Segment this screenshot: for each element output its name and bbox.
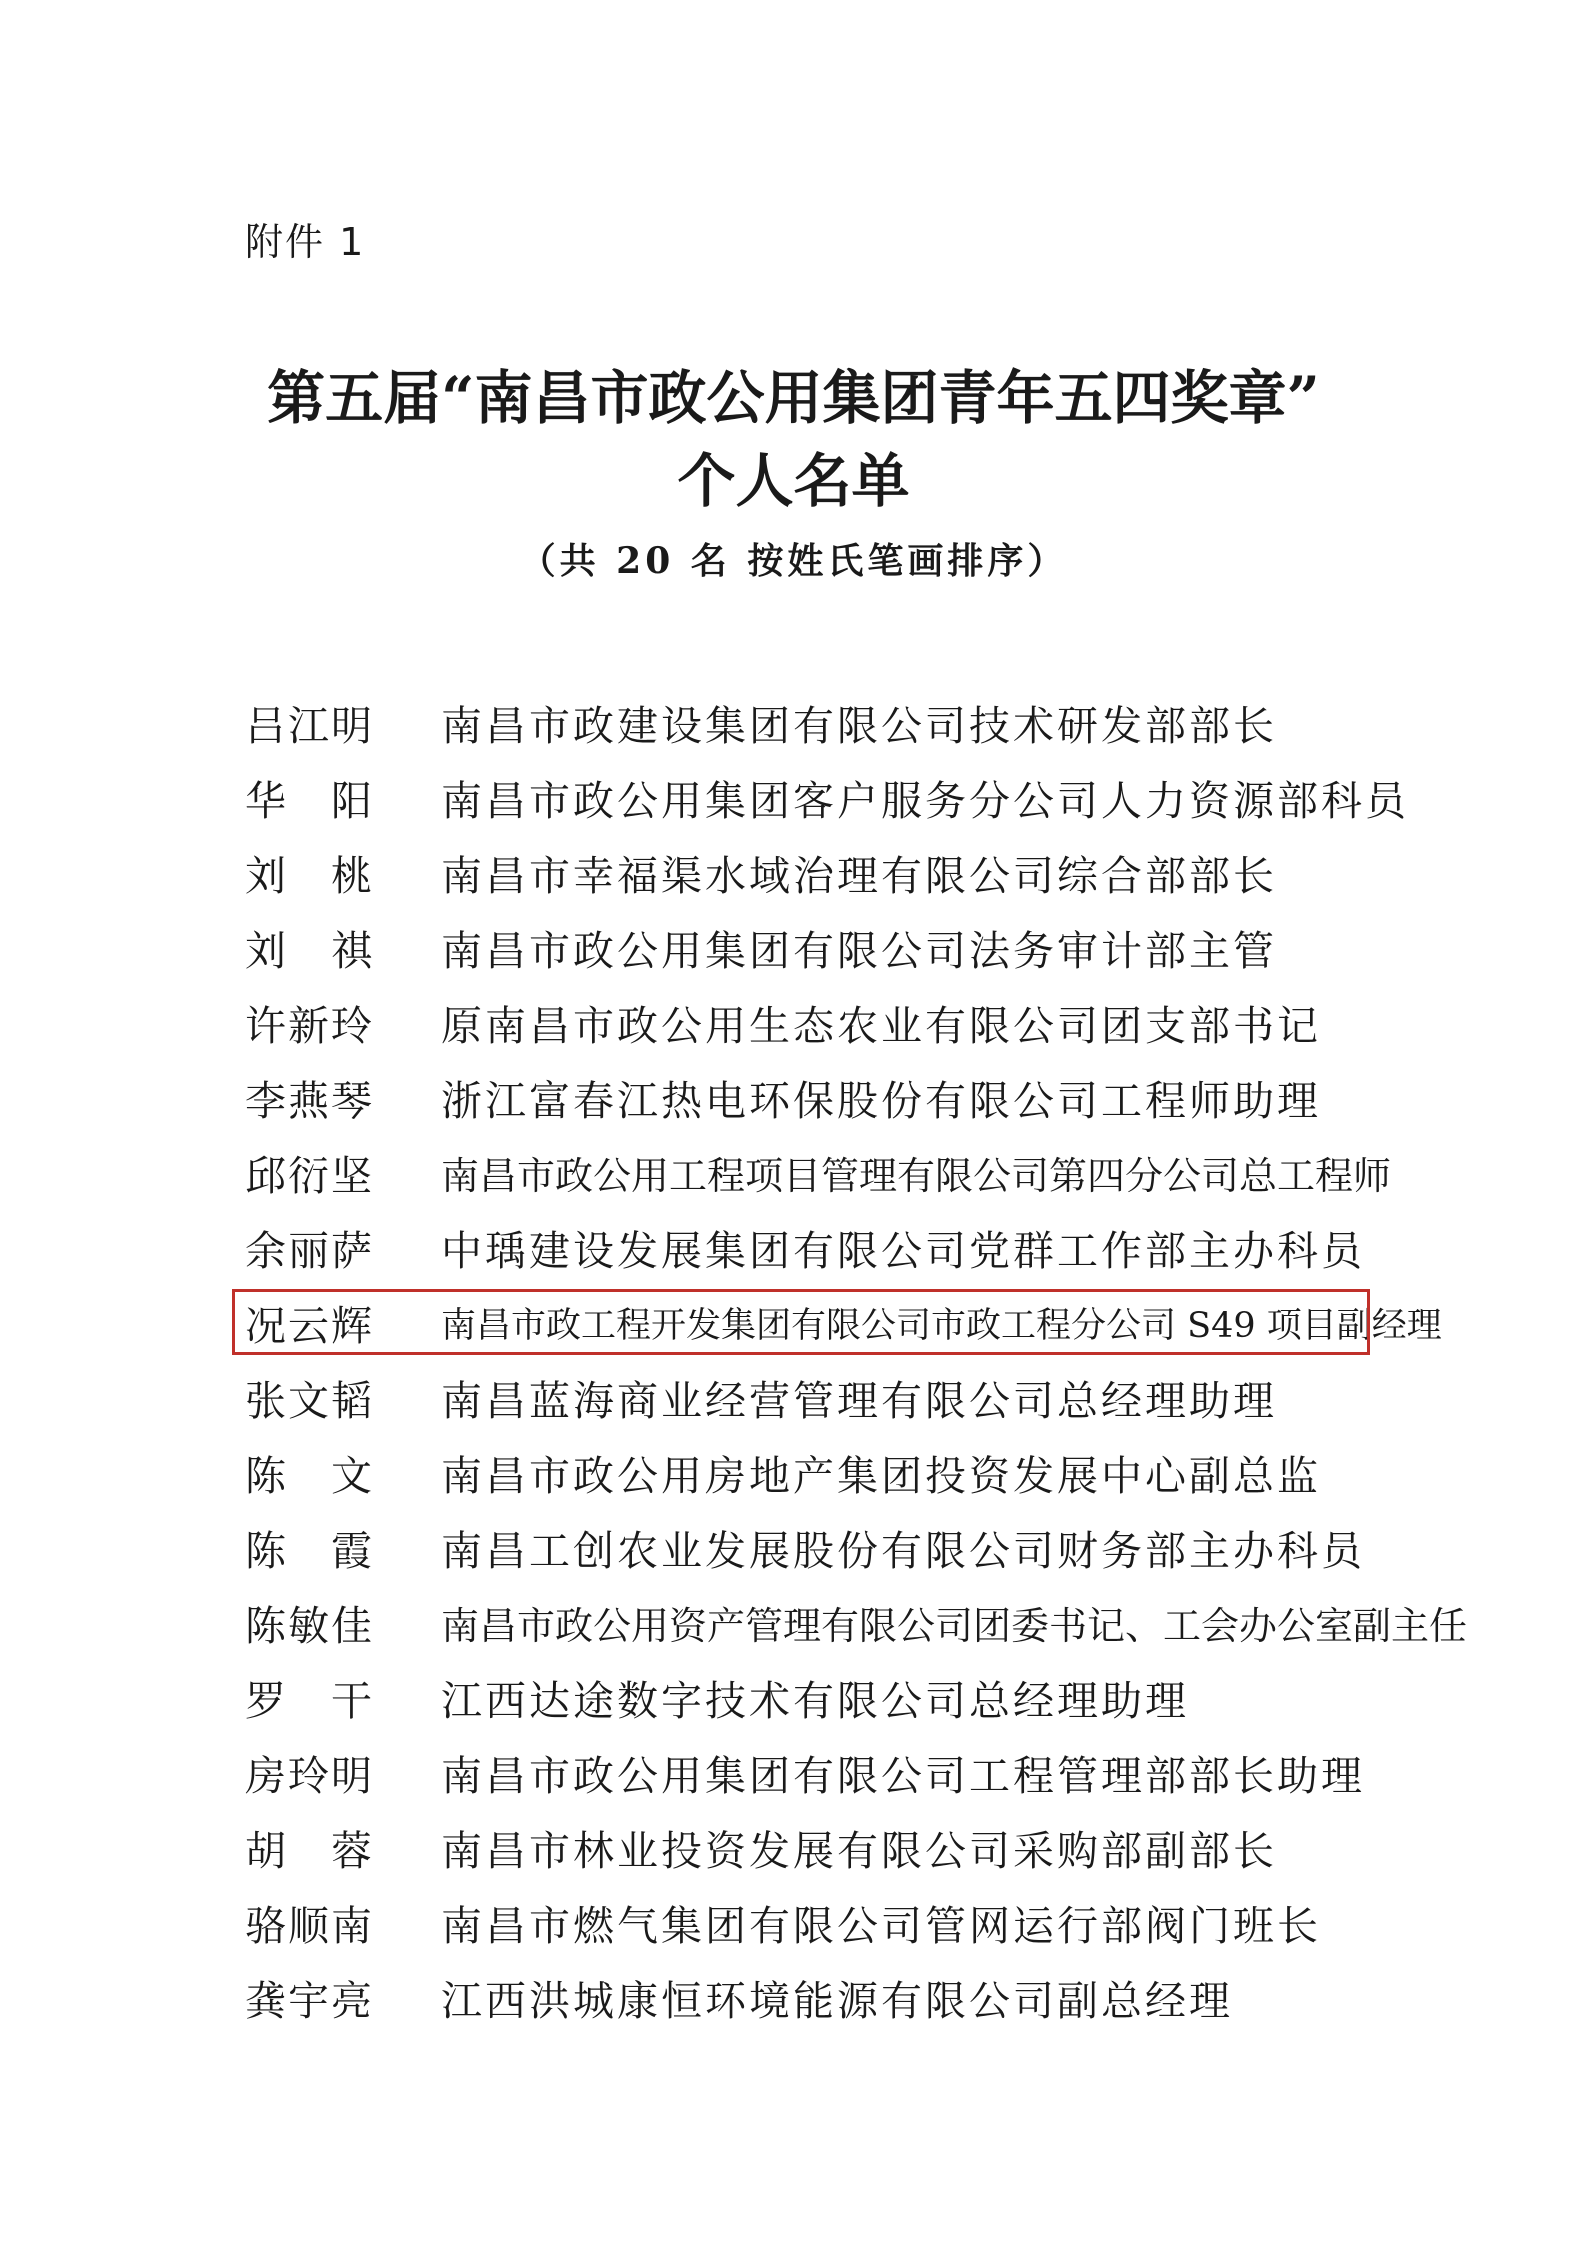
honoree-position: 南昌市政建设集团有限公司技术研发部部长 <box>441 702 1277 750</box>
honoree-position: 南昌市政公用集团客户服务分公司人力资源部科员 <box>441 777 1409 825</box>
honoree-list <box>245 685 1467 2035</box>
honoree-row <box>245 1510 1467 1585</box>
honoree-position: 南昌市政公用集团有限公司法务审计部主管 <box>441 927 1277 975</box>
honoree-position: 浙江富春江热电环保股份有限公司工程师助理 <box>441 1077 1321 1125</box>
honoree-name: 陈敏佳 <box>245 1602 374 1650</box>
honoree-name: 况云辉 <box>245 1302 374 1350</box>
honoree-row <box>245 1585 1467 1660</box>
honoree-position: 南昌市政公用工程项目管理有限公司第四分公司总工程师 <box>441 1154 1392 1198</box>
honoree-position: 江西达途数字技术有限公司总经理助理 <box>441 1677 1189 1725</box>
honoree-name: 龚宇亮 <box>245 1977 374 2025</box>
honoree-row <box>245 835 1467 910</box>
honoree-position: 南昌市燃气集团有限公司管网运行部阀门班长 <box>441 1902 1321 1950</box>
document-title-line1: 第五届“南昌市政公用集团青年五四奖章” <box>267 364 1320 432</box>
honoree-position: 南昌工创农业发展股份有限公司财务部主办科员 <box>441 1527 1365 1575</box>
honoree-position: 南昌市政公用资产管理有限公司团委书记、工会办公室副主任 <box>441 1604 1468 1648</box>
honoree-name: 余丽萨 <box>245 1227 374 1275</box>
honoree-position: 南昌市政公用集团有限公司工程管理部部长助理 <box>441 1752 1365 1800</box>
honoree-name: 陈 霞 <box>245 1527 374 1575</box>
honoree-row <box>245 1960 1467 2035</box>
honoree-row <box>245 1735 1467 1810</box>
attachment-label: 附件 1 <box>245 220 366 264</box>
honoree-name: 吕江明 <box>245 702 374 750</box>
honoree-row <box>245 910 1467 985</box>
honoree-name: 房玲明 <box>245 1752 374 1800</box>
honoree-row-highlighted <box>245 1285 1467 1360</box>
honoree-position: 原南昌市政公用生态农业有限公司团支部书记 <box>441 1002 1321 1050</box>
honoree-name: 张文韬 <box>245 1377 374 1425</box>
document-subtitle: （共 20 名 按姓氏笔画排序） <box>519 540 1068 582</box>
honoree-name: 罗 干 <box>245 1677 374 1725</box>
honoree-position: 南昌市幸福渠水域治理有限公司综合部部长 <box>441 852 1277 900</box>
honoree-row <box>245 685 1467 760</box>
document-title-line2: 个人名单 <box>677 447 910 515</box>
honoree-name: 邱衍坚 <box>245 1152 374 1200</box>
honoree-name: 刘 祺 <box>245 927 374 975</box>
honoree-row <box>245 1135 1467 1210</box>
honoree-name: 李燕琴 <box>245 1077 374 1125</box>
honoree-row <box>245 985 1467 1060</box>
honoree-row <box>245 1660 1467 1735</box>
honoree-position: 南昌市政工程开发集团有限公司市政工程分公司 S49 项目副经理 <box>441 1305 1442 1346</box>
honoree-name: 骆顺南 <box>245 1902 374 1950</box>
honoree-name: 许新玲 <box>245 1002 374 1050</box>
honoree-position: 中瑀建设发展集团有限公司党群工作部主办科员 <box>441 1227 1365 1275</box>
honoree-name: 刘 桃 <box>245 852 374 900</box>
honoree-row <box>245 1060 1467 1135</box>
honoree-row <box>245 1435 1467 1510</box>
honoree-row <box>245 1360 1467 1435</box>
honoree-row <box>245 1210 1467 1285</box>
honoree-name: 胡 蓉 <box>245 1827 374 1875</box>
honoree-position: 南昌蓝海商业经营管理有限公司总经理助理 <box>441 1377 1277 1425</box>
honoree-row <box>245 760 1467 835</box>
honoree-row <box>245 1810 1467 1885</box>
honoree-position: 南昌市政公用房地产集团投资发展中心副总监 <box>441 1452 1321 1500</box>
honoree-position: 南昌市林业投资发展有限公司采购部副部长 <box>441 1827 1277 1875</box>
honoree-position: 江西洪城康恒环境能源有限公司副总经理 <box>441 1977 1233 2025</box>
honoree-name: 华 阳 <box>245 777 374 825</box>
honoree-row <box>245 1885 1467 1960</box>
honoree-name: 陈 文 <box>245 1452 374 1500</box>
